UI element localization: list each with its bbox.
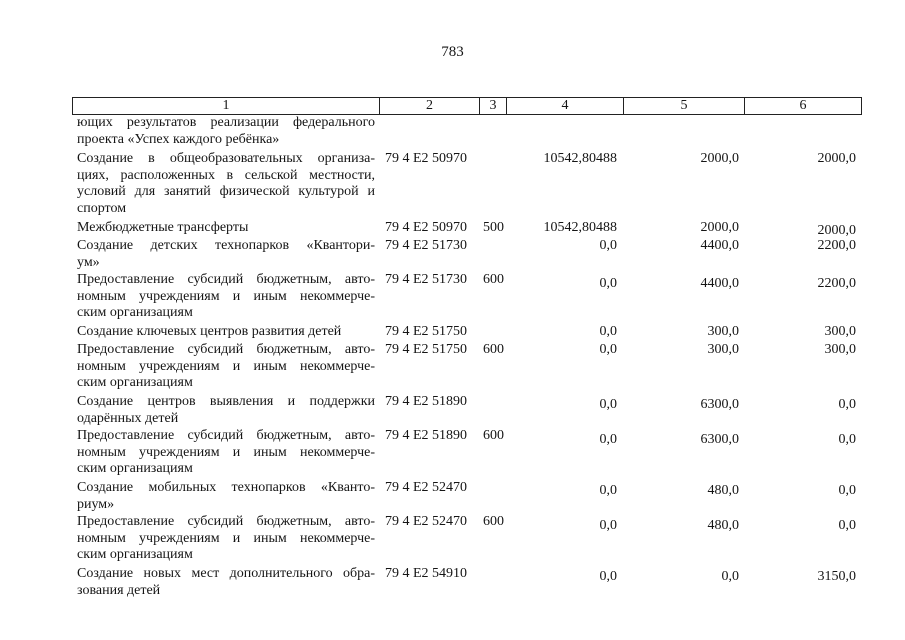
row-value-col6: 2000,0 bbox=[817, 151, 856, 166]
row-name-line: ским организациям bbox=[77, 375, 193, 391]
row-value-col6: 3150,0 bbox=[817, 569, 856, 584]
row-name-line: ским организациям bbox=[77, 305, 193, 321]
row-name bbox=[77, 342, 375, 392]
row-name bbox=[77, 272, 375, 322]
row-expense-type: 500 bbox=[483, 220, 504, 235]
row-name-line: Создание в общеобразовательных организа- bbox=[77, 151, 375, 166]
row-value-col4: 0,0 bbox=[599, 342, 617, 357]
row-name-line: условий для занятий физической культурой и bbox=[77, 184, 375, 200]
header-col-2: 2 bbox=[379, 97, 480, 115]
header-col-5: 5 bbox=[623, 97, 745, 115]
row-code: 79 4 Е2 54910 bbox=[385, 566, 468, 581]
row-name-line: Предоставление субсидий бюджетным, авто- bbox=[77, 272, 375, 287]
row-value-col6: 2000,0 bbox=[817, 223, 856, 238]
row-name-line: Предоставление субсидий бюджетным, авто- bbox=[77, 514, 375, 529]
row-expense-type: 600 bbox=[483, 514, 504, 529]
row-name-line: ским организациям bbox=[77, 461, 193, 477]
row-name-line: циях, расположенных в сельской местности, bbox=[77, 167, 375, 183]
row-value-col4: 0,0 bbox=[599, 276, 617, 291]
row-value-col4: 0,0 bbox=[599, 518, 617, 533]
row-value-col5: 300,0 bbox=[707, 342, 739, 357]
row-name-line: Создание детских технопарков «Квантори- bbox=[77, 238, 375, 253]
header-col-3: 3 bbox=[479, 97, 507, 115]
row-name bbox=[77, 151, 375, 217]
row-name bbox=[77, 514, 375, 564]
row-value-col4: 10542,80488 bbox=[543, 220, 617, 235]
row-name-line: Создание мобильных технопарков «Кванто- bbox=[77, 480, 375, 495]
table-header bbox=[72, 97, 862, 115]
row-name bbox=[77, 238, 375, 271]
row-name-line: Межбюджетные трансферты bbox=[77, 220, 249, 235]
row-value-col6: 2200,0 bbox=[817, 238, 856, 253]
row-name-line: Создание новых мест дополнительного обра- bbox=[77, 566, 375, 581]
header-col-4: 4 bbox=[506, 97, 624, 115]
row-name-line: риум» bbox=[77, 496, 115, 512]
row-code: 79 4 Е2 50970 bbox=[385, 151, 468, 166]
row-code: 79 4 Е2 50970 bbox=[385, 220, 468, 235]
row-value-col5: 6300,0 bbox=[700, 432, 739, 447]
row-name-line: ум» bbox=[77, 254, 100, 270]
row-expense-type: 600 bbox=[483, 428, 504, 443]
row-value-col6: 300,0 bbox=[824, 342, 856, 357]
row-code: 79 4 Е2 51730 bbox=[385, 238, 468, 253]
row-value-col5: 4400,0 bbox=[700, 276, 739, 291]
row-name-line: Предоставление субсидий бюджетным, авто- bbox=[77, 428, 375, 443]
row-expense-type: 600 bbox=[483, 272, 504, 287]
row-name-line: ским организациям bbox=[77, 547, 193, 563]
row-name bbox=[77, 115, 375, 148]
row-name-line: номным учреждениям и иным некоммерче- bbox=[77, 358, 375, 374]
row-value-col5: 300,0 bbox=[707, 324, 739, 339]
row-value-col5: 480,0 bbox=[707, 518, 739, 533]
row-code: 79 4 Е2 51890 bbox=[385, 428, 468, 443]
row-name-line: Создание ключевых центров развития детей bbox=[77, 324, 342, 339]
row-value-col6: 300,0 bbox=[824, 324, 856, 339]
row-name-line: одарённых детей bbox=[77, 410, 179, 426]
row-name-line: номным учреждениям и иным некоммерче- bbox=[77, 530, 375, 546]
row-value-col6: 0,0 bbox=[838, 483, 856, 498]
row-code: 79 4 Е2 51730 bbox=[385, 272, 468, 287]
row-code: 79 4 Е2 52470 bbox=[385, 480, 468, 495]
row-code: 79 4 Е2 51750 bbox=[385, 324, 468, 339]
header-col-6: 6 bbox=[744, 97, 862, 115]
row-value-col5: 6300,0 bbox=[700, 397, 739, 412]
row-name-line: проекта «Успех каждого ребёнка» bbox=[77, 131, 280, 147]
header-col-1: 1 bbox=[72, 97, 380, 115]
row-value-col5: 2000,0 bbox=[700, 220, 739, 235]
row-value-col4: 0,0 bbox=[599, 324, 617, 339]
row-name-line: спортом bbox=[77, 200, 127, 216]
row-name-line: Создание центров выявления и поддержки bbox=[77, 394, 375, 409]
row-value-col6: 0,0 bbox=[838, 397, 856, 412]
row-value-col4: 0,0 bbox=[599, 569, 617, 584]
row-value-col6: 2200,0 bbox=[817, 276, 856, 291]
row-name-line: ющих результатов реализации федерального bbox=[77, 115, 375, 130]
row-name-line: номным учреждениям и иным некоммерче- bbox=[77, 444, 375, 460]
row-name bbox=[77, 220, 375, 237]
row-name-line: Предоставление субсидий бюджетным, авто- bbox=[77, 342, 375, 357]
row-value-col4: 10542,80488 bbox=[543, 151, 617, 166]
row-expense-type: 600 bbox=[483, 342, 504, 357]
row-name bbox=[77, 566, 375, 599]
row-code: 79 4 Е2 51890 bbox=[385, 394, 468, 409]
row-value-col5: 4400,0 bbox=[700, 238, 739, 253]
row-name bbox=[77, 428, 375, 478]
row-name-line: номным учреждениям и иным некоммерче- bbox=[77, 288, 375, 304]
row-value-col6: 0,0 bbox=[838, 518, 856, 533]
row-value-col4: 0,0 bbox=[599, 432, 617, 447]
row-code: 79 4 Е2 51750 bbox=[385, 342, 468, 357]
row-value-col4: 0,0 bbox=[599, 397, 617, 412]
row-value-col4: 0,0 bbox=[599, 238, 617, 253]
row-value-col5: 0,0 bbox=[721, 569, 739, 584]
row-name bbox=[77, 480, 375, 513]
row-value-col4: 0,0 bbox=[599, 483, 617, 498]
page-number: 783 bbox=[441, 44, 464, 60]
row-name bbox=[77, 324, 375, 341]
row-value-col5: 480,0 bbox=[707, 483, 739, 498]
row-name-line: зования детей bbox=[77, 582, 161, 598]
row-name bbox=[77, 394, 375, 427]
row-value-col5: 2000,0 bbox=[700, 151, 739, 166]
row-value-col6: 0,0 bbox=[838, 432, 856, 447]
row-code: 79 4 Е2 52470 bbox=[385, 514, 468, 529]
